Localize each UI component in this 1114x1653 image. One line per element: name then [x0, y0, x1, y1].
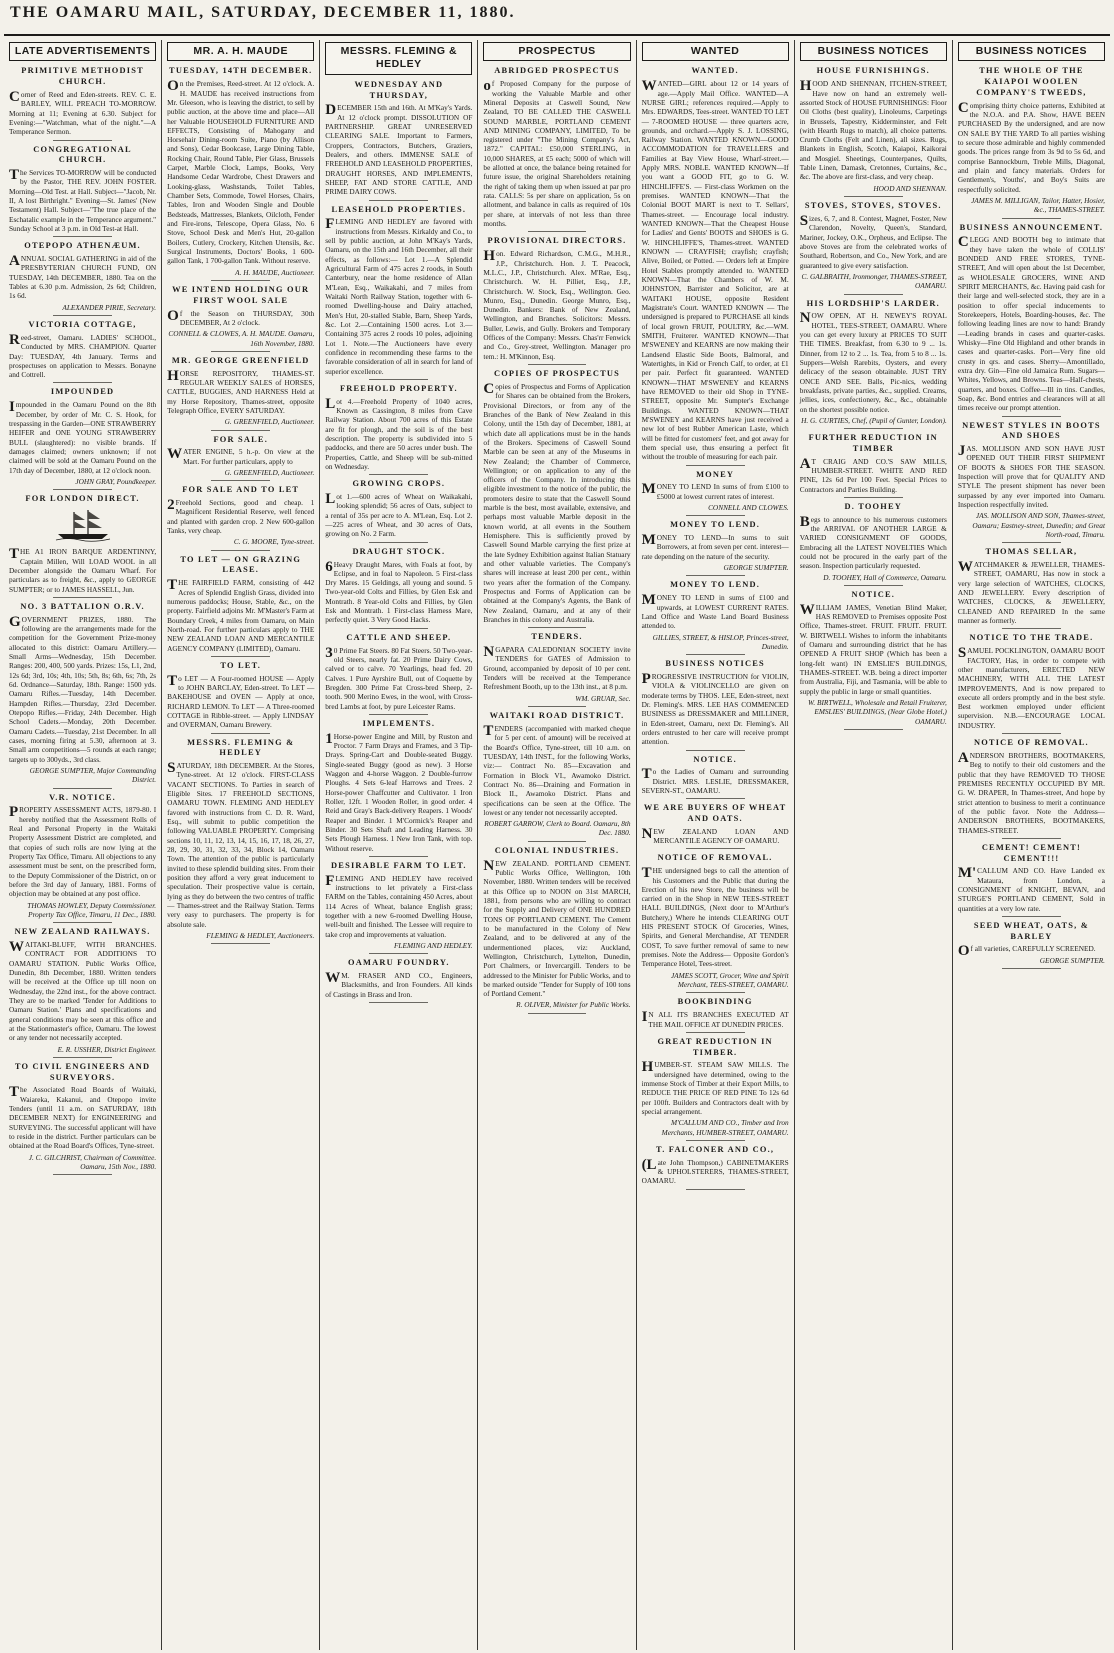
advertisement	[167, 285, 314, 352]
advertisement	[9, 927, 156, 1058]
divider-rule	[369, 1002, 428, 1003]
advertisement	[325, 633, 472, 715]
divider-rule	[686, 515, 745, 516]
ad-title: FOR SALE AND TO LET	[182, 485, 300, 495]
advertisement	[958, 421, 1105, 544]
ad-body: Begs to announce to his numerous customers the ARRIVAL OF ANOTHER LARGE & VARIED CONSIGNMENT OF GOODS, Embracing all the LATEST NOVELTIES Which could not be procured in the early part of the season. Inspection particularly requested.	[799, 513, 947, 571]
ad-body: WM. FRASER AND CO., Engineers, Blacksmiths, and Iron Founders. All kinds of Castings in Brass and Iron.	[325, 969, 473, 999]
ad-signature: FLEMING AND HEDLEY.	[393, 940, 473, 950]
divider-rule	[844, 294, 903, 295]
advertisement	[958, 633, 1105, 734]
divider-rule	[686, 992, 745, 993]
ad-title: CATTLE AND SHEEP.	[346, 632, 452, 642]
ad-signature: E. R. USSHER, District Engineer.	[57, 1044, 157, 1054]
divider-rule	[844, 196, 903, 197]
divider-rule	[1002, 218, 1061, 219]
ad-body: WATCHMAKER & JEWELLER, THAMES-STREET, OAMARU, Has now in stock a very large selection of WATCHES, CLOCKS, AND JEWELLERY. Every description of WATCHES, CLOCKS, & JEWELLERY, CLEANED AND REPAIRED In the same manner as formerly.	[957, 559, 1105, 626]
ad-body: 2Freehold Sections, good and cheap. 1 Magnificent Residential Reserve, well fenced and planted with garden crop. 2 New 600-gallon Tanks, very cheap.	[167, 497, 315, 536]
ad-body: MONEY TO LEND In sums of from £100 to £5000 at lowest current rates of interest.	[641, 481, 789, 501]
advertisement	[642, 997, 789, 1032]
ad-body: SATURDAY, 18th DECEMBER. At the Stores, Tyne-street. At 12 o'clock. FIRST-CLASS VACANT SECTIONS. To Parties in search of Eligible Sites. 17 FREEHOLD SECTIONS, OAMARU TOWN. FLEMING AND HEDLEY favored with instructions from C. D. R. Ward, Esq., will submit to public competition the following VALUABLE PROPERTY. Comprising sections 10, 11, 12, 13, 14, 15, 16, 17, 18, 26, 27, 28, 29, 30, 31, 32, 33, 34, Block 14, Oamaru Town. The attention of the public is particularly invited to these splendid building sites. From their position they afford a very great inducement to speculation. Their prospective value is certain, lying as they do between the two centres of traffic — Thames-street and the Railway Station. Terms very easy to purchasers. The property is for absolute sale.	[167, 760, 315, 929]
ad-body: PROPERTY ASSESSMENT ACTS, 1879-80. I hereby notified that the Assessment Rolls of Real and Personal Property in the Waitaki Property Assessment District are completed, and that copies of such rolls are now lying at the Property Tax Office, Timaru. All objections to any assessment must be sent, on the prescribed form, to the Deputy Commissioner of the District, on or before the 3rd day of January, 1881. Forms of objection may be obtained at any post office.	[9, 804, 157, 899]
ad-title: T. FALCONER AND CO.,	[656, 1144, 775, 1154]
ad-title: NEWEST STYLES IN BOOTS AND SHOES	[962, 420, 1101, 441]
ad-title: WEDNESDAY AND THURSDAY,	[354, 79, 444, 100]
column-header: WANTED	[642, 42, 789, 61]
ad-signature: GILLIES, STREET, & HISLOP, Princes-street, Dunedin.	[652, 632, 789, 651]
ad-body: MONEY TO LEND—In sums to suit Borrowers, at from seven per cent. interest—rate depending on the nature of the security.	[641, 532, 789, 561]
advertisement	[642, 659, 789, 750]
ad-body: GOVERNMENT PRIZES, 1880. The following are the arrangements made for the competition for the Government Prize-money allocated to this district: Oamaru Artillery.—Small Arms—Wednesday, 15th December. Ranges: 200, 400, 500 yards. Prizes: 15s, L1, 2nd, 12s 6d; 3rd, 10s; 4th, 10s; 5th, 8s; 6th, 6s; 7th, 2s 6d. Ordnance—Saturday, 18th. Range: 1500 yds. Oamaru Rifles.—Tuesday, 14th December. Hampden Rifles.—Thursday, 23rd December. Otepopo Rifles.—Friday, 24th December. High School Cadets.—Monday, 20th December. Oamaru Cadets.—Tuesday, 21st December. In all cases, morning firing at 5.30, afternoon at 3. Small arm competitions—5 rounds at each range; targets up to 300yds., 3rd class.	[9, 613, 157, 764]
divider-rule	[1002, 416, 1061, 417]
ad-body: Impounded in the Oamaru Pound on the 8th December, by order of Mr. C. S. Hook, for trespassing in the Garden—ONE STRAWBERRY HEIFER and ONE YOUNG STRAWBERRY BULL (slaughtered): no visible brands. If damages claimed; owners unknown; if not claimed will be sold at the Oamaru Pound on the 17th day of December, 1880, at 12 o'clock noon.	[9, 399, 157, 475]
divider-rule	[844, 428, 903, 429]
divider-rule	[686, 654, 745, 655]
ad-body: Copies of Prospectus and Forms of Application for Shares can be obtained from the Brokers, Provisional Directors, or from any of the Branches of the Bank of New Zealand in this Colony, until the 15th day of December, 1881, at which date all applications must be in the hands of the Brokers. Specimens of Caswell Sound Marble can be seen at any of the Museums in New Zealand; the Chamber of Commerce, Wellington; or on application to any of the officers of the Company. In introducing this eligible investment to the notice of the public, the promoters desire to state that the Caswell Sound marble is the best, most available, extensive, and perhaps most valuable Marble deposit in the known world, at all events in the Southern Hemisphere. This is sufficiently proved by Caswell Sound Marble carrying the first prize at the late Sydney Exhibition against Italian Statuary and other valuable varieties. The Company's shares will increase at least 200 per cent., within two years after the formation of the Company. Prospectus and Forms of Application can be obtained at the Company's Agents, the Bank of New Zealand, Oamaru, and at any of their Branches in this colony and Australia.	[483, 380, 631, 625]
divider-rule	[53, 315, 112, 316]
ad-title: V.R. NOTICE.	[49, 792, 116, 802]
ad-signature: CONNELL AND CLOWES.	[708, 503, 789, 513]
ad-body: On the Premises, Reed-street. At 12 o'clock. A. H. MAUDE has received instructions from Mr. Gleeson, who is leaving the district, to sell by public auction, at the above time and place—All her Valuable HOUSEHOLD FURNITURE AND EFFECTS, Consisting of Mahogany and Horsehair Dining-room Suite, Piano (by Allison and Sons), Cedar Bookcase, Large Dining Table, Rocking Chair, Round Table, Pier Glass, Brussels Carpet, Marble Clock, Lamps, Books, Very Handsome Cedar Wardrobe, Chest Drawers and Looking-glass, Washstands, Toilet Tables, Chamber Sets, Commode, Towel Horses, Chairs, Tables, Iron and Wooden Single and Double Bedsteads, Mattresses, Blankets, Oilcloth, Fender and Fire-irons, Telescope, Opera Glass, No. 6 Stove, School Desk and Men's Hut, 20-gallon Boilers, Cutlery, Crockery, Kitchen Utensils, &c. Surgical Instruments, Doctors' Books, 1 600-gallon Tank, 1 700-gallon Tank. Without reserve.	[167, 78, 315, 266]
ad-signature: GEORGE SUMPTER.	[1039, 955, 1105, 965]
ad-body: MONEY TO LEND in sums of £100 and upwards, at LOWEST CURRENT RATES. Land Office and Waste Land Board Business attended to.	[641, 592, 789, 631]
ad-body: 6Heavy Draught Mares, with Foals at foot, by Eclipse, and in foal to Napoleon. 5 First-class Dry Mares. 15 Geldings, all young and sound. 5 Two-year-old Colts and Fillies, by Glen Esk and Montrath. 8 Year-old Colts and Fillies, by Glen Esk and Montrath. 1 First-class Harness Mare, perfectly quiet. 3 Very Good Hacks.	[325, 558, 473, 625]
ad-signature: WM. GRUAR, Sec.	[575, 693, 631, 703]
ad-title: THOMAS SELLAR,	[985, 547, 1078, 557]
ad-title: MESSRS. FLEMING & HEDLEY	[187, 737, 295, 758]
advertisement	[642, 803, 789, 849]
ad-title: MR. GEORGE GREENFIELD	[171, 355, 310, 365]
ad-title: BOOKBINDING	[677, 997, 753, 1007]
advertisement	[167, 738, 314, 945]
advertisement	[325, 547, 472, 629]
ad-body: FLEMING AND HEDLEY have received instructions to let privately a First-class FARM on the Tables, containing 450 Acres, about 114 Acres of Wheat, balance English grass; together with a new 6-roomed Dwelling House, well-built and finished. The Lessee will require to take crop and improvements at valuation.	[325, 872, 473, 939]
ad-signature: M'CALLUM AND CO., Timber and Iron Merchants, HUMBER-STREET, OAMARU.	[661, 1118, 789, 1137]
ad-body: Of the Season on THURSDAY, 30th DECEMBER, At 2 o'clock.	[167, 307, 315, 327]
ad-title: GREAT REDUCTION IN TIMBER.	[657, 1036, 773, 1057]
advertisement	[325, 719, 472, 857]
divider-rule	[53, 236, 112, 237]
column-header: MR. A. H. MAUDE	[167, 42, 314, 61]
advertisement	[642, 853, 789, 993]
divider-rule	[844, 497, 903, 498]
divider-rule	[1002, 838, 1061, 839]
ad-signature: JAMES SCOTT, Grocer, Wine and Spirit Merchant, TEES-STREET, OAMARU.	[670, 970, 789, 990]
ad-title: IMPLEMENTS.	[362, 718, 436, 728]
ad-signature: C. GALBRAITH, Ironmonger, THAMES-STREET, OAMARU.	[801, 271, 947, 291]
column-1	[4, 40, 162, 1650]
ad-body: CLEGG AND BOOTH beg to intimate that they have taken the whole of COLLIS' BONDED AND FREE STORES, TYNE-STREET, And will open about the 1st December, as WHOLESALE GROCERS, WINE AND SPIRIT MERCHANTS, &c. Having paid cash for their large and well-selected stock, they are in a position to offer special inducements to Storekeepers, Hotels, Boarding-houses, &c. The following leading lines are now to hand: Brandy—Leading brands in cases and quarter-casks. Whisky—Fine Old Highland and other brands in cases and quarter-casks. Port—Very fine old crusty in qrs. and cases. Sherry—Amontillado, extra dry. Gin—Fine old Jamaica Rum. Sugars—Whites, Yellows, and Browns. Teas—Half-chests, quarters, and boxes. Coffee—Ill in tins. Candles, Soap, &c. Bond entries and clearances will at all times receive our prompt attention.	[957, 234, 1105, 413]
divider-rule	[528, 1013, 587, 1014]
advertisement	[325, 479, 472, 542]
advertisement	[800, 66, 947, 197]
ad-title: NOTICE OF REMOVAL.	[657, 853, 773, 863]
ad-signature: H. G. CURTIES, Chef, (Pupil of Gunter, London).	[801, 415, 947, 425]
column-header: MESSRS. FLEMING & HEDLEY	[325, 42, 472, 75]
ad-signature: GEORGE SUMPTER, Major Commanding District.	[29, 765, 157, 785]
ad-body: Hon. Edward Richardson, C.M.G., M.H.R., J.P., Christchurch. Hon. J. T. Peacock, M.L.C., J.P., Christchurch. Alex. M'Rae, Esq., Christchurch. W. H. Pilliet, Esq., J.P., Christchurch. W. Stock, Esq., Wellington. Geo. Munro, Esq., Dunedin. George Munro, Esq., Dunedin. Bankers: Bank of New Zealand, Wellington, and Branches. Solicitors: Messrs. Buller, Lewis, and Gully. Brokers and Temporary Offices of the Company: Messrs. Chas'rr Fenwick and Co., Grey-street, Wellington. Manager pro tem.: H. M'Kinnon, Esq.	[483, 248, 631, 361]
ad-body: Lot 4.—Freehold Property of 1040 acres, Known as Cassington, 8 miles from Cave Railway Station. About 700 acres of this Estate are fit for plough, and the soil is of the best description. The property is subdivided into 5 paddocks, and there are 50 acres under bush. The Properties, Cattle, and Sheep will be sub-mitted on Wednesday.	[325, 395, 473, 472]
column-2	[162, 40, 320, 1650]
advertisement	[167, 66, 314, 281]
divider-rule	[53, 140, 112, 141]
advertisement	[642, 580, 789, 655]
divider-rule	[53, 1174, 112, 1175]
ad-signature: W. BIRTWELL, Wholesale and Retail Fruiterer, EMSLIES' BUILDINGS, (Near Globe Hotel,) OAMARU.	[807, 698, 947, 726]
ad-title: COPIES OF PROSPECTUS	[493, 369, 621, 379]
divider-rule	[53, 597, 112, 598]
ad-body: THE A1 IRON BARQUE ARDENTINNY, Captain Millen, Will LOAD WOOL in all December alongside the Oamaru Wharf. For particulars as to freight, &c., apply to GEORGE SUMPTER; or to JAMES HASSELL, Jun.	[9, 546, 157, 594]
ad-title: COLONIAL INDUSTRIES.	[494, 845, 620, 855]
ad-signature: A. H. MAUDE, Auctioneer.	[235, 267, 315, 277]
ad-title: SEED WHEAT, OATS, & BARLEY	[973, 920, 1089, 941]
divider-rule	[211, 550, 270, 551]
advertisement	[483, 236, 630, 365]
ad-title: DESIRABLE FARM TO LET.	[331, 860, 467, 870]
ad-body: HUMBER-ST. STEAM SAW MILLS. The undersigned have determined, owing to the immense Stock of Timber at their Export Mills, to REDUCE THE PRICE OF RED PINE To 12s 6d per 100ft. Builders and Contractors dealt with by special arrangement.	[641, 1059, 789, 1116]
ad-body: Comprising thirty choice patterns, Exhibited at the N.O.A. and P.A. Show, HAVE BEEN PURCHASED By the undersigned, and are now ON SALE BY THE YARD To all parties wishing to secure those admirable and highly commended goods. The prices range from 3s 9d to 5s 6d, and comprise Bannockburn, Treble Mills, Diagonal, and plain and fancy materials. Orders for Gentlemen's, Youths', and Boy's Suits are respectfully solicited.	[957, 99, 1105, 194]
advertisement	[800, 502, 947, 586]
ad-title: WE ARE BUYERS OF WHEAT AND OATS.	[643, 803, 787, 824]
divider-rule	[686, 1032, 745, 1033]
advertisement	[800, 433, 947, 498]
ad-title: CONGREGATIONAL CHURCH.	[33, 144, 132, 165]
ad-title: PROVISIONAL DIRECTORS.	[487, 236, 627, 246]
advertisement	[9, 145, 156, 238]
advertisement	[483, 846, 630, 1014]
ad-body: AT CRAIG AND CO.'S SAW MILLS, HUMBER-STREET. WHITE AND RED PINE, 12s 6d Per 100 Feet. Special Prices to Contractors and Parties Building.	[799, 455, 947, 494]
ad-title: MONEY TO LEND.	[670, 520, 761, 530]
divider-rule	[528, 841, 587, 842]
ad-body: IN ALL ITS BRANCHES EXECUTED AT THE MAIL OFFICE AT DUNEDIN PRICES.	[641, 1009, 789, 1029]
divider-rule	[53, 489, 112, 490]
divider-rule	[528, 706, 587, 707]
divider-rule	[528, 627, 587, 628]
divider-rule	[211, 430, 270, 431]
advertisement	[958, 843, 1105, 917]
ad-title: MONEY	[696, 469, 735, 479]
ad-title: WE INTEND HOLDING OUR FIRST WOOL SALE	[172, 285, 310, 305]
advertisement	[800, 201, 947, 294]
ad-body: TENDERS (accompanied with marked cheque for 5 per cent. of amount) will be received at the Board's Office, Tyne-street, till 10 a.m. on TUESDAY, 14th INST., for the following Works, viz:— Contract No. 85—Excavation and Formation in Block VI., Awamoko District. Contract No. 86—Draining and Formation in Block II., Awamoko District. Plans and specifications can be seen at the Office. The lowest or any tender not necessarily accepted.	[483, 722, 631, 817]
ad-body: HORSE REPOSITORY, THAMES-ST. REGULAR WEEKLY SALES of HORSES, CATTLE, BUGGIES, AND HARNESS Held at my Horse Repository, Thames-street, opposite Telegraph Office, EVERY SATURDAY.	[167, 367, 315, 415]
ad-signature: R. OLIVER, Minister for Public Works.	[516, 1000, 631, 1010]
ad-title: OTEPOPO ATHENÆUM.	[24, 241, 141, 251]
divider-rule	[211, 280, 270, 281]
ad-body: (Late John Thompson,) CABINETMAKERS & UPHOLSTERERS, THAMES-STREET, OAMARU.	[641, 1156, 789, 1186]
ad-body: 1Horse-power Engine and Mill, by Ruston and Proctor. 7 Farm Drays and Frames, and 3 Tip-Drays. Spring-Cart and Double-seated Buggy. Single-seated Buggy (good as new). 3 Horse Waggon and 4-horse Waggon. 2 Double-furrow Ploughs. 4 Sets 6-leaf Harrows and Trees. 2 Horse-power Chaffcutter and Cultivator. 1 Iron Roller, 12ft. 1 Wooden Roller, in good order. 4 Reid and Gray's Back-delivery Reapers. 1 Woods' Reaper and Binder. 1 M'Cormick's Reaper and Binder. 30 Sets Shaft and Leading Harness. 30 Sets Plough Harness. 1 New Iron Tank, with top. Without reserve.	[325, 730, 473, 853]
column-header: PROSPECTUS	[483, 42, 630, 61]
ad-body: HOOD AND SHENNAN, ITCHEN-STREET, Have now on hand an extremely well-assorted Stock of HOUSE FURNISHINGS: Floor Oil Cloths (best quality), Linoleums, Carpetings in Brussels, Tapestry, Kidderminster, and Felt (with Hearth Rugs to match), all choice patterns. Crumb Cloths (Felt and Linen), all sizes. Rugs, Blankets in English, Scotch, Kaiapoi, Kaikorai and Mosgiel. Sheetings, Counterpanes, Quilts, Table Linen, Damask, Cretonnes, Curtains, &c., &c. The above are first-class, and very cheap.	[799, 78, 947, 182]
advertisement	[642, 470, 789, 517]
advertisement	[9, 66, 156, 140]
ad-body: FLEMING AND HEDLEY are favored with instructions from Messrs. Kirkaldy and Co., to sell by public auction, at John M'Kay's Yards, Oamaru, on the 15th and 16th December, all their effects, as follows:— Lot 1.—A Splendid Agricultural Farm of 475 acres 2 roods, in South Canterbury, near the home residence of Allan M'Lean, Esq., Waikakahi, and 7 miles from Waitaki North Railway Station, together with 6-roomed Dwelling-house and Dairy attached, Men's Hut, 20-stalled Stable, Barn, Sheep Yards, &c. Lot 2.—Containing 1500 acres. Lot 3.—Containing 375 acres 2 roods 10 poles, adjoining Lot 1. Note.—The Auctioneers have every confidence in recommending these farms to the favorable consideration of all in search for land of superior excellence.	[325, 216, 473, 376]
ad-title: HIS LORDSHIP'S LARDER.	[806, 298, 940, 308]
advertisement	[325, 80, 472, 201]
divider-rule	[1002, 968, 1061, 969]
divider-rule	[844, 585, 903, 586]
divider-rule	[528, 364, 587, 365]
divider-rule	[369, 953, 428, 954]
advertisement	[958, 738, 1105, 839]
column-3	[320, 40, 478, 1650]
divider-rule	[369, 200, 428, 201]
ad-signature: HOOD AND SHENNAN.	[873, 183, 947, 193]
divider-rule	[369, 379, 428, 380]
ad-body: The Associated Road Boards of Waitaki, Waiareka, Kakanui, and Otepopo invite Tenders (until 11 a.m. on SATURDAY, 18th DECEMBER NEXT) for ENGINEERING and SURVEYING. The successful applicant will have to reside in the district. Further particulars can be obtained at the Road Board's Offices, Tyne-street.	[9, 1084, 157, 1151]
masthead	[4, 4, 1110, 36]
divider-rule	[528, 231, 587, 232]
advertisement	[9, 793, 156, 924]
divider-rule	[1002, 542, 1061, 543]
ad-title: FREEHOLD PROPERTY.	[339, 383, 458, 393]
column-7	[953, 40, 1110, 1650]
advertisement	[483, 369, 630, 628]
divider-rule	[369, 714, 428, 715]
divider-rule	[53, 1057, 112, 1058]
divider-rule	[369, 542, 428, 543]
ad-signature: ROBERT GARROW, Clerk to Board. Oamaru, 8th Dec. 1880.	[484, 819, 631, 838]
ad-title: TO LET — ON GRAZING LEASE.	[180, 554, 302, 575]
advertisement	[483, 711, 630, 842]
ad-body: Of all varieties, CAREFULLY SCREENED.	[957, 943, 1096, 960]
ship-illustration	[9, 508, 156, 544]
ad-title: BUSINESS ANNOUNCEMENT.	[959, 222, 1104, 232]
column-header: BUSINESS NOTICES	[800, 42, 947, 61]
advertisement	[9, 387, 156, 490]
ad-signature: FLEMING & HEDLEY, Auctioneers.	[206, 930, 315, 940]
advertisement	[642, 66, 789, 465]
ad-body: of Proposed Company for the purpose of working the Valuable Marble and other Mineral Deposits at Caswell Sound, New Zealand, TO BE CALLED THE CASWELL SOUND MARBLE, PORTLAND CEMENT AND MINING COMPANY, LIMITED, To be registered under "The Mining Company's Act, 1872." CAPITAL: £50,000 STERLING, in 10,000 SHARES, at £5 each; 5000 of which will be allotted at once, the balance being retained for future issue, the original Shareholders retaining the right of taking them up when issued at par pro rata. CALLS: 5s per share on application, 5s on allotment, and balance in calls as required of 10s per share, at intervals of not less than three months.	[483, 78, 631, 229]
ad-title: NO. 3 BATTALION O.R.V.	[20, 601, 145, 611]
ad-title: TO CIVIL ENGINEERS AND SURVEYORS.	[14, 1061, 151, 1082]
ad-body: WAITAKI-BLUFF, WITH BRANCHES. CONTRACT FOR ADDITIONS TO OAMARU STATION. Public Works Office, Dunedin, 8th December, 1880. Written tenders will be received at the Office up till noon on Wednesday, the 22nd inst., for the above contract. They are to be marked 'Tender for Additions to Oamaru Station.' Plans and specifications and general conditions may be seen at this office and at the Stationmaster's office, Oamaru. The lowest or any tender not necessarily accepted.	[9, 939, 157, 1043]
ad-title: TUESDAY, 14TH DECEMBER.	[169, 66, 313, 76]
column-4	[478, 40, 636, 1650]
advertisement	[958, 547, 1105, 629]
advertisement	[800, 299, 947, 430]
advertisement	[167, 555, 314, 657]
divider-rule	[369, 628, 428, 629]
ad-signature: JOHN GRAY, Poundkeeper.	[75, 476, 157, 486]
advertisement	[483, 632, 630, 707]
ad-body: NGAPARA CALEDONIAN SOCIETY invite TENDERS for GATES of Admission to Ground, accompanied by deposit of 10 per cent. Tenders will be received at the Temperance Refreshment Booth, up to the 13th inst., at 8 p.m.	[483, 644, 631, 692]
advertisement	[325, 861, 472, 954]
advertisement	[483, 66, 630, 232]
ad-body: To LET — A Four-roomed HOUSE — Apply to JOHN BARCLAY, Eden-street. To LET — BAKEHOUSE and OVEN — Apply at once, RICHARD LEMON. To LET — A Three-roomed COTTAGE in Ribble-street. — Apply LINDSAY and OVERMAN, Oamaru Brewery.	[167, 672, 315, 730]
divider-rule	[211, 943, 270, 944]
advertisement	[167, 356, 314, 431]
ad-title: GROWING CROPS.	[352, 479, 446, 489]
ad-signature: THOMAS HOWLEY, Deputy Commissioner. Property Tax Office, Timaru, 11 Dec., 1880.	[27, 900, 157, 919]
column-header: LATE ADVERTISEMENTS	[9, 42, 156, 61]
ad-title: FOR LONDON DIRECT.	[25, 494, 140, 504]
advertisement	[642, 1037, 789, 1141]
ad-body: NEW ZEALAND. PORTLAND CEMENT. Public Works Office, Wellington, 10th November, 1880. Written tenders will be received at this Office up to NOON on 31st MARCH, 1881, from persons who are willing to contract for the Supply and Delivery of ONE HUNDRED TONS OF PORTLAND CEMENT. The Cement to be manufactured in the Colony of New Zealand, and to be delivered at any of the undermentioned places, viz: Auckland, Wellington, Christchurch, Lyttelton, Dunedin, Port Chalmers, or Invercargill. Tenders to be addressed to the Minister for Public Works, and to be marked outside "Tender for Supply of 100 tons of Portland Cement."	[483, 857, 631, 999]
advertisement	[167, 661, 314, 734]
advertisement	[958, 223, 1105, 417]
ad-title: NOTICE.	[851, 590, 896, 600]
ad-title: ABRIDGED PROSPECTUS	[494, 66, 620, 76]
ad-title: WAITAKI ROAD DISTRICT.	[489, 711, 625, 721]
ad-title: MONEY TO LEND.	[670, 580, 761, 590]
advertisement	[325, 205, 472, 380]
divider-rule	[211, 656, 270, 657]
ad-title: TO LET.	[220, 660, 262, 670]
advertisement	[9, 1062, 156, 1175]
divider-rule	[686, 1189, 745, 1190]
ad-title: TENDERS.	[531, 632, 583, 642]
ad-title: HOUSE FURNISHINGS.	[816, 66, 930, 76]
ad-signature: ALEXANDER PIRIE, Secretary.	[62, 302, 157, 312]
divider-rule	[686, 750, 745, 751]
advertisement	[9, 241, 156, 316]
ad-body: The Services TO-MORROW will be conducted by the Pastor, THE REV. JOHN FOSTER. Morning—Old Test. at Hall. Subject—"Jacob, Nr. II, A lost Birthright." Evening—St. James' (New Testament) Hall. Subject—"The true place of the Eschatalic example in the Temperance argument." Sunday School at 3 p.m. in Old Test-at Hall.	[9, 167, 157, 234]
divider-rule	[211, 351, 270, 352]
advertisement	[9, 602, 156, 789]
column-5	[637, 40, 795, 1650]
columns-container	[4, 40, 1110, 1650]
ad-body: THE FAIRFIELD FARM, consisting of 442 Acres of Splendid English Grass, divided into numerous paddocks; House, Stable, &c., on the property. Fairfield adjoins Mr. M'Master's Farm at Boundary Creek, 4 miles from Oamaru, on Main North-road. For further particulars apply to THE NEW ZEALAND LOAN AND MERCANTILE AGENCY COMPANY (LIMITED), Oamaru.	[167, 577, 315, 653]
advertisement	[958, 921, 1105, 969]
ad-signature: C. G. MOORE, Tyne-street.	[233, 537, 315, 547]
ad-title: NOTICE OF REMOVAL.	[973, 738, 1089, 748]
advertisement	[642, 755, 789, 800]
ad-body: 30 Prime Fat Steers. 80 Fat Steers. 50 Two-year-old Steers, nearly fat. 20 Prime Dairy Cows, calved or to calve. 70 Yearlings, head fed. 20 Calves. 1 Pure Ayrshire Bull, out of Coquette by Bregden. 300 Prime Fat Cross-bred Sheep, 2-tooth. 900 Merino Ewes, in the wool, with Cross-bred Lambs at foot, by pure Leicester Rams.	[325, 644, 473, 711]
divider-rule	[369, 856, 428, 857]
ad-body: ANNUAL SOCIAL GATHERING in aid of the PRESBYTERIAN CHURCH FUND, ON TUESDAY, 14th DECEMBER, 1880. Tea on the Tables at 6.30 p.m. Admission, 2s 6d; Children, 1s 6d.	[9, 253, 157, 301]
ad-title: NEW ZEALAND RAILWAYS.	[14, 927, 151, 937]
divider-rule	[369, 474, 428, 475]
ad-title: LEASEHOLD PROPERTIES.	[331, 204, 467, 214]
ad-signature: GEORGE SUMPTER.	[723, 563, 789, 573]
ad-title: NOTICE.	[693, 754, 737, 764]
divider-rule	[686, 848, 745, 849]
ad-body: Reed-street, Oamaru. LADIES' SCHOOL, Conducted by MRS. CHAMPION. Quarter Day: TUESDAY, 4th January. Terms and prospectuses on application to Messrs. Bonayne and Cottrell.	[9, 331, 157, 380]
ad-body: DECEMBER 15th and 16th. At M'Kay's Yards. At 12 o'clock prompt. DISSOLUTION OF PARTNERSHIP. GREAT UNRESERVED CLEARING SALE. Important to Farmers, Croppers, Contractors, Butchers, Graziers, Dealers, and others. IMMENSE SALE of FREEHOLD AND LEASEHOLD PROPERTIES, DRAUGHT HORSES, AND IMPLEMENTS, SHEEP, FAT AND STORE CATTLE, AND PRIME DAIRY COWS.	[325, 102, 473, 197]
ad-body: JAS. MOLLISON AND SON HAVE JUST OPENED OUT THEIR FIRST SHIPMENT OF BOOTS & SHOES FOR THE SEASON. Inspection will prove that for QUALITY AND STYLE The present shipment has never been surpassed by any ever imported into Oamaru. Inspection respectfully invited.	[957, 443, 1105, 510]
advertisement	[642, 520, 789, 576]
ad-title: WANTED.	[691, 66, 739, 76]
divider-rule	[844, 729, 903, 730]
ad-title: OAMARU FOUNDRY.	[348, 958, 450, 968]
ad-signature: G. GREENFIELD, Auctioneer.	[224, 417, 315, 427]
divider-rule	[53, 922, 112, 923]
ad-title: BUSINESS NOTICES	[665, 659, 765, 669]
ad-title: NOTICE TO THE TRADE.	[969, 633, 1094, 643]
ad-body: WILLIAM JAMES, Venetian Blind Maker, HAS REMOVED to Premises opposite Post Office, Thames-street. FRUIT. FRUIT. FRUIT. W. BIRTWELL Wishes to inform the inhabitants of Oamaru and surrounding district that he has OPENED A FRUIT SHOP (Which has been a long-felt want) IN EMSLIE'S BUILDINGS, THAMES-STREET. W.B. being a direct importer from Australia, Fiji, and Tasmania, will be able to supply the public in large or small quantities.	[799, 601, 947, 696]
ad-body: ANDERSON BROTHERS, BOOTMAKERS, Beg to notify to their old customers and the public that they have REMOVED TO THOSE PREMISES RECENTLY OCCUPIED BY MR. G. W. DRAPER, In Thames-street, And hope by strict attention to business to merit a continuance of the public favor. Note the Address— ANDERSON BROTHERS, BOOTMAKERS, THAMES-STREET.	[957, 749, 1105, 835]
ad-body: SAMUEL POCKLINGTON, OAMARU BOOT FACTORY, Has, in order to compete with other manufacturers, ERECTED NEW MACHINERY, WITH ALL THE LATEST IMPROVEMENTS, And is now prepared to execute all orders promptly and in the best style. Best workmen employed under efficient supervision. N.B.—ENCOURAGE LOCAL INDUSTRY.	[957, 645, 1105, 730]
ad-body: WANTED—GIRL about 12 or 14 years of age.—Apply Mail Office. WANTED—A NURSE GIRL; references required.—Apply to Mrs. EDWARDS, Tees-street. WANTED TO LET — 7-ROOMED HOUSE — three quarters acre, grounds, and orchard.—Apply S. J. LOSSING, Railway Station. WANTED KNOWN—GOOD ACCOMMODATION for TRAVELLERS and Families at Bay View House, Wharf-street.—Apply MRS. NOBLE. WANTED KNOWN—If you want a GOOD FIT, go to G. W. HINCHLIFFE'S. — First-class Workmen on the premises. WANTED KNOWN—That the Colonial BOOT MART is next to T. Sellars', Thames-street. — Encourage local industry. WANTED KNOWN—That the Cheapest House for Ladies' and Gents' BOOTS and SHOES is G. W. HINCHLIFFE'S, Thames-street. WANTED KNOWN — CRAYFISH; crayfish; crayfish; Alive, Boiled, or Potted. — Orders left at Empire Hotel Stables promptly attended to. WANTED KNOWN—That the Chambers of W. M. JOHNSTON, Barrister and Solicitor, are at WAITAKI HOUSE, opposite Resident Magistrate's Court. WANTED KNOWN — The undersigned is prepared to PURCHASE all kinds of local grown FRUIT, POULTRY, &c.—WM. SMITH, Fruiterer. WANTED KNOWN—That M'SWENEY and KEARNS are now making their Landsend Elastic Side Boots, Balmoral, and Watertights, in Kid or French Calf, to order, at £1 per pair. Perfect fit guaranteed. WANTED KNOWN—THAT M'SWENEY and KEARNS have REMOVED to their old Shop in TYNE-STREET, opposite Mr. Sumpter's Exchange Buildings. WANTED KNOWN—THAT M'SWENEY and KEARNS have just received a new lot of best Rubber American Laste, which will be fitted for customers' feet, and got away for them special use, thus ensuring a perfect fit without the trouble of measuring for each pair.	[641, 78, 789, 462]
ad-title: D. TOOHEY	[844, 502, 903, 511]
ad-title: THE WHOLE OF THE KAIAPOI WOOLEN COMPANY'S TWEEDS,	[976, 66, 1087, 97]
divider-rule	[686, 798, 745, 799]
advertisement	[9, 320, 156, 383]
ad-body: NEW ZEALAND LOAN AND MERCANTILE AGENCY OF OAMARU.	[641, 825, 789, 846]
advertisement	[9, 494, 156, 598]
divider-rule	[53, 382, 112, 383]
ad-signature: D. TOOHEY, Hall of Commerce, Oamaru.	[823, 572, 947, 582]
advertisement	[642, 1145, 789, 1190]
column-header: BUSINESS NOTICES	[958, 42, 1105, 61]
ad-body: NOW OPEN, AT H. NEWEY'S ROYAL HOTEL, TEES-STREET, OAMARU. Where you can get every luxury at PRICES TO SUIT THE TIMES. Breakfast, from 6.30 to 9 ... 1s. Dinner, from 12 to 2 ... 1s. Tea, from 5 to 8 ... 1s. Suppers—Welsh Rarebits, Oysters, and every delicacy of the season obtainable. JUST TRY ONCE AND SEE. Balls, Pic-nics, wedding breakfasts, private parties, &c., supplied. Creams, jellies, ices, confectionery, &c., &c., obtainable on the shortest possible notice.	[799, 310, 947, 414]
divider-rule	[211, 480, 270, 481]
ad-title: CEMENT! CEMENT! CEMENT!!!	[981, 842, 1082, 863]
ad-body: Sizes, 6, 7, and 8. Contest, Magnet, Foster, New Clarendon, Novelty, Queen's, Standard, Mariner, Jockey, O.K., Orpheus, and Eclipse. The above Stoves are from the celebrated works of Southard, Robertson, and Co., New York, and are guaranteed to give every satisfaction.	[799, 212, 947, 270]
ad-signature: CONNELL & CLOWES, A. H. MAUDE. Oamaru, 16th November, 1880.	[168, 329, 315, 348]
ad-signature: G. GREENFIELD, Auctioneer.	[224, 468, 315, 478]
ad-signature: JAS. MOLLISON AND SON, Thames-street, Oamaru; Eastney-street, Dunedin; and Great North-road, Timaru.	[972, 511, 1105, 540]
divider-rule	[686, 575, 745, 576]
ad-body: WATER ENGINE, 5 h.-p. On view at the Mart. For further particulars, apply to	[167, 446, 315, 466]
divider-rule	[211, 733, 270, 734]
divider-rule	[686, 1140, 745, 1141]
ad-title: PRIMITIVE METHODIST CHURCH.	[21, 66, 144, 87]
ad-body: To the Ladies of Oamaru and surrounding District. MRS. LESLIE, DRESSMAKER, SEVERN-ST., OAMARU.	[641, 766, 789, 795]
advertisement	[325, 384, 472, 475]
ad-title: STOVES, STOVES, STOVES.	[804, 201, 942, 211]
divider-rule	[1002, 628, 1061, 629]
advertisement	[800, 590, 947, 730]
divider-rule	[686, 465, 745, 466]
advertisement	[167, 485, 314, 550]
ad-body: M'CALLUM AND CO. Have Landed ex Mataura, from London, a CONSIGNMENT of KNIGHT, BEVAN, and STURGE'S PORTLAND CEMENT, Sold in quantities at a very low rate.	[957, 865, 1105, 913]
ad-body: Corner of Reed and Eden-streets. REV. C. E. BARLEY, WILL PREACH TO-MORROW. Morning at 11; Evening at 6.30. Subject for Evening:—"Watchman, what of the night."—A Temperance Sermon.	[9, 88, 157, 137]
ad-signature: JAMES M. MILLIGAN, Tailor, Hatter, Hosier, &c., THAMES-STREET.	[971, 195, 1105, 215]
advertisement	[958, 66, 1105, 218]
ad-body: THE undersigned begs to call the attention of his Customers and the Public that during the Erection of his new Store, the business will be carried on in the Shop in NEW TEES-STREET HALL BUILDINGS, (Next door to M'Arthur's Butchery,) Where he intends CLEARING OUT HIS PRESENT STOCK Of Groceries, Wines, Spirits, and General Merchandise, AT TENDER COST, To save further removal of same to new premises. Note the Address— Opposite Gordon's Temperance Hotel, Tees-street.	[641, 865, 789, 969]
divider-rule	[1002, 733, 1061, 734]
advertisement	[167, 435, 314, 482]
sailing-ship-icon	[52, 508, 114, 542]
column-6	[795, 40, 953, 1650]
masthead-title: THE OAMARU MAIL, SATURDAY, DECEMBER 11, 1880.	[10, 4, 516, 21]
divider-rule	[53, 788, 112, 789]
ad-title: FOR SALE.	[213, 434, 268, 444]
divider-rule	[1002, 916, 1061, 917]
ad-title: VICTORIA COTTAGE,	[28, 320, 137, 330]
ad-body: Lot 1.—600 acres of Wheat on Waikakahi, looking splendid; 56 acres of Oats, subject to a rental of 35s per acre to A. M'Lean, Esq. Lot 2.—225 acres of Wheat, and 30 acres of Oats, growing on No. 2 Farm.	[325, 491, 473, 539]
advertisement	[325, 958, 472, 1003]
ad-title: IMPOUNDED	[50, 387, 115, 397]
ad-title: DRAUGHT STOCK.	[352, 546, 446, 556]
ad-body: PROGRESSIVE INSTRUCTION for VIOLIN, VIOLA & VIOLINCELLO are given on moderate terms by THOS. LEE, Eden-street, next Dr. Fleming's. MRS. LEE HAS COMMENCED BUSINESS as DRESSMAKER and MILLINER, in Eden-street, Oamaru, next Dr. Fleming's. All orders entrusted to her care will receive prompt attention.	[641, 670, 789, 747]
ad-title: FURTHER REDUCTION IN TIMBER	[808, 433, 938, 453]
ad-signature: J. C. GILCHRIST, Chairman of Committee. Oamaru, 15th Nov., 1880.	[28, 1152, 157, 1172]
